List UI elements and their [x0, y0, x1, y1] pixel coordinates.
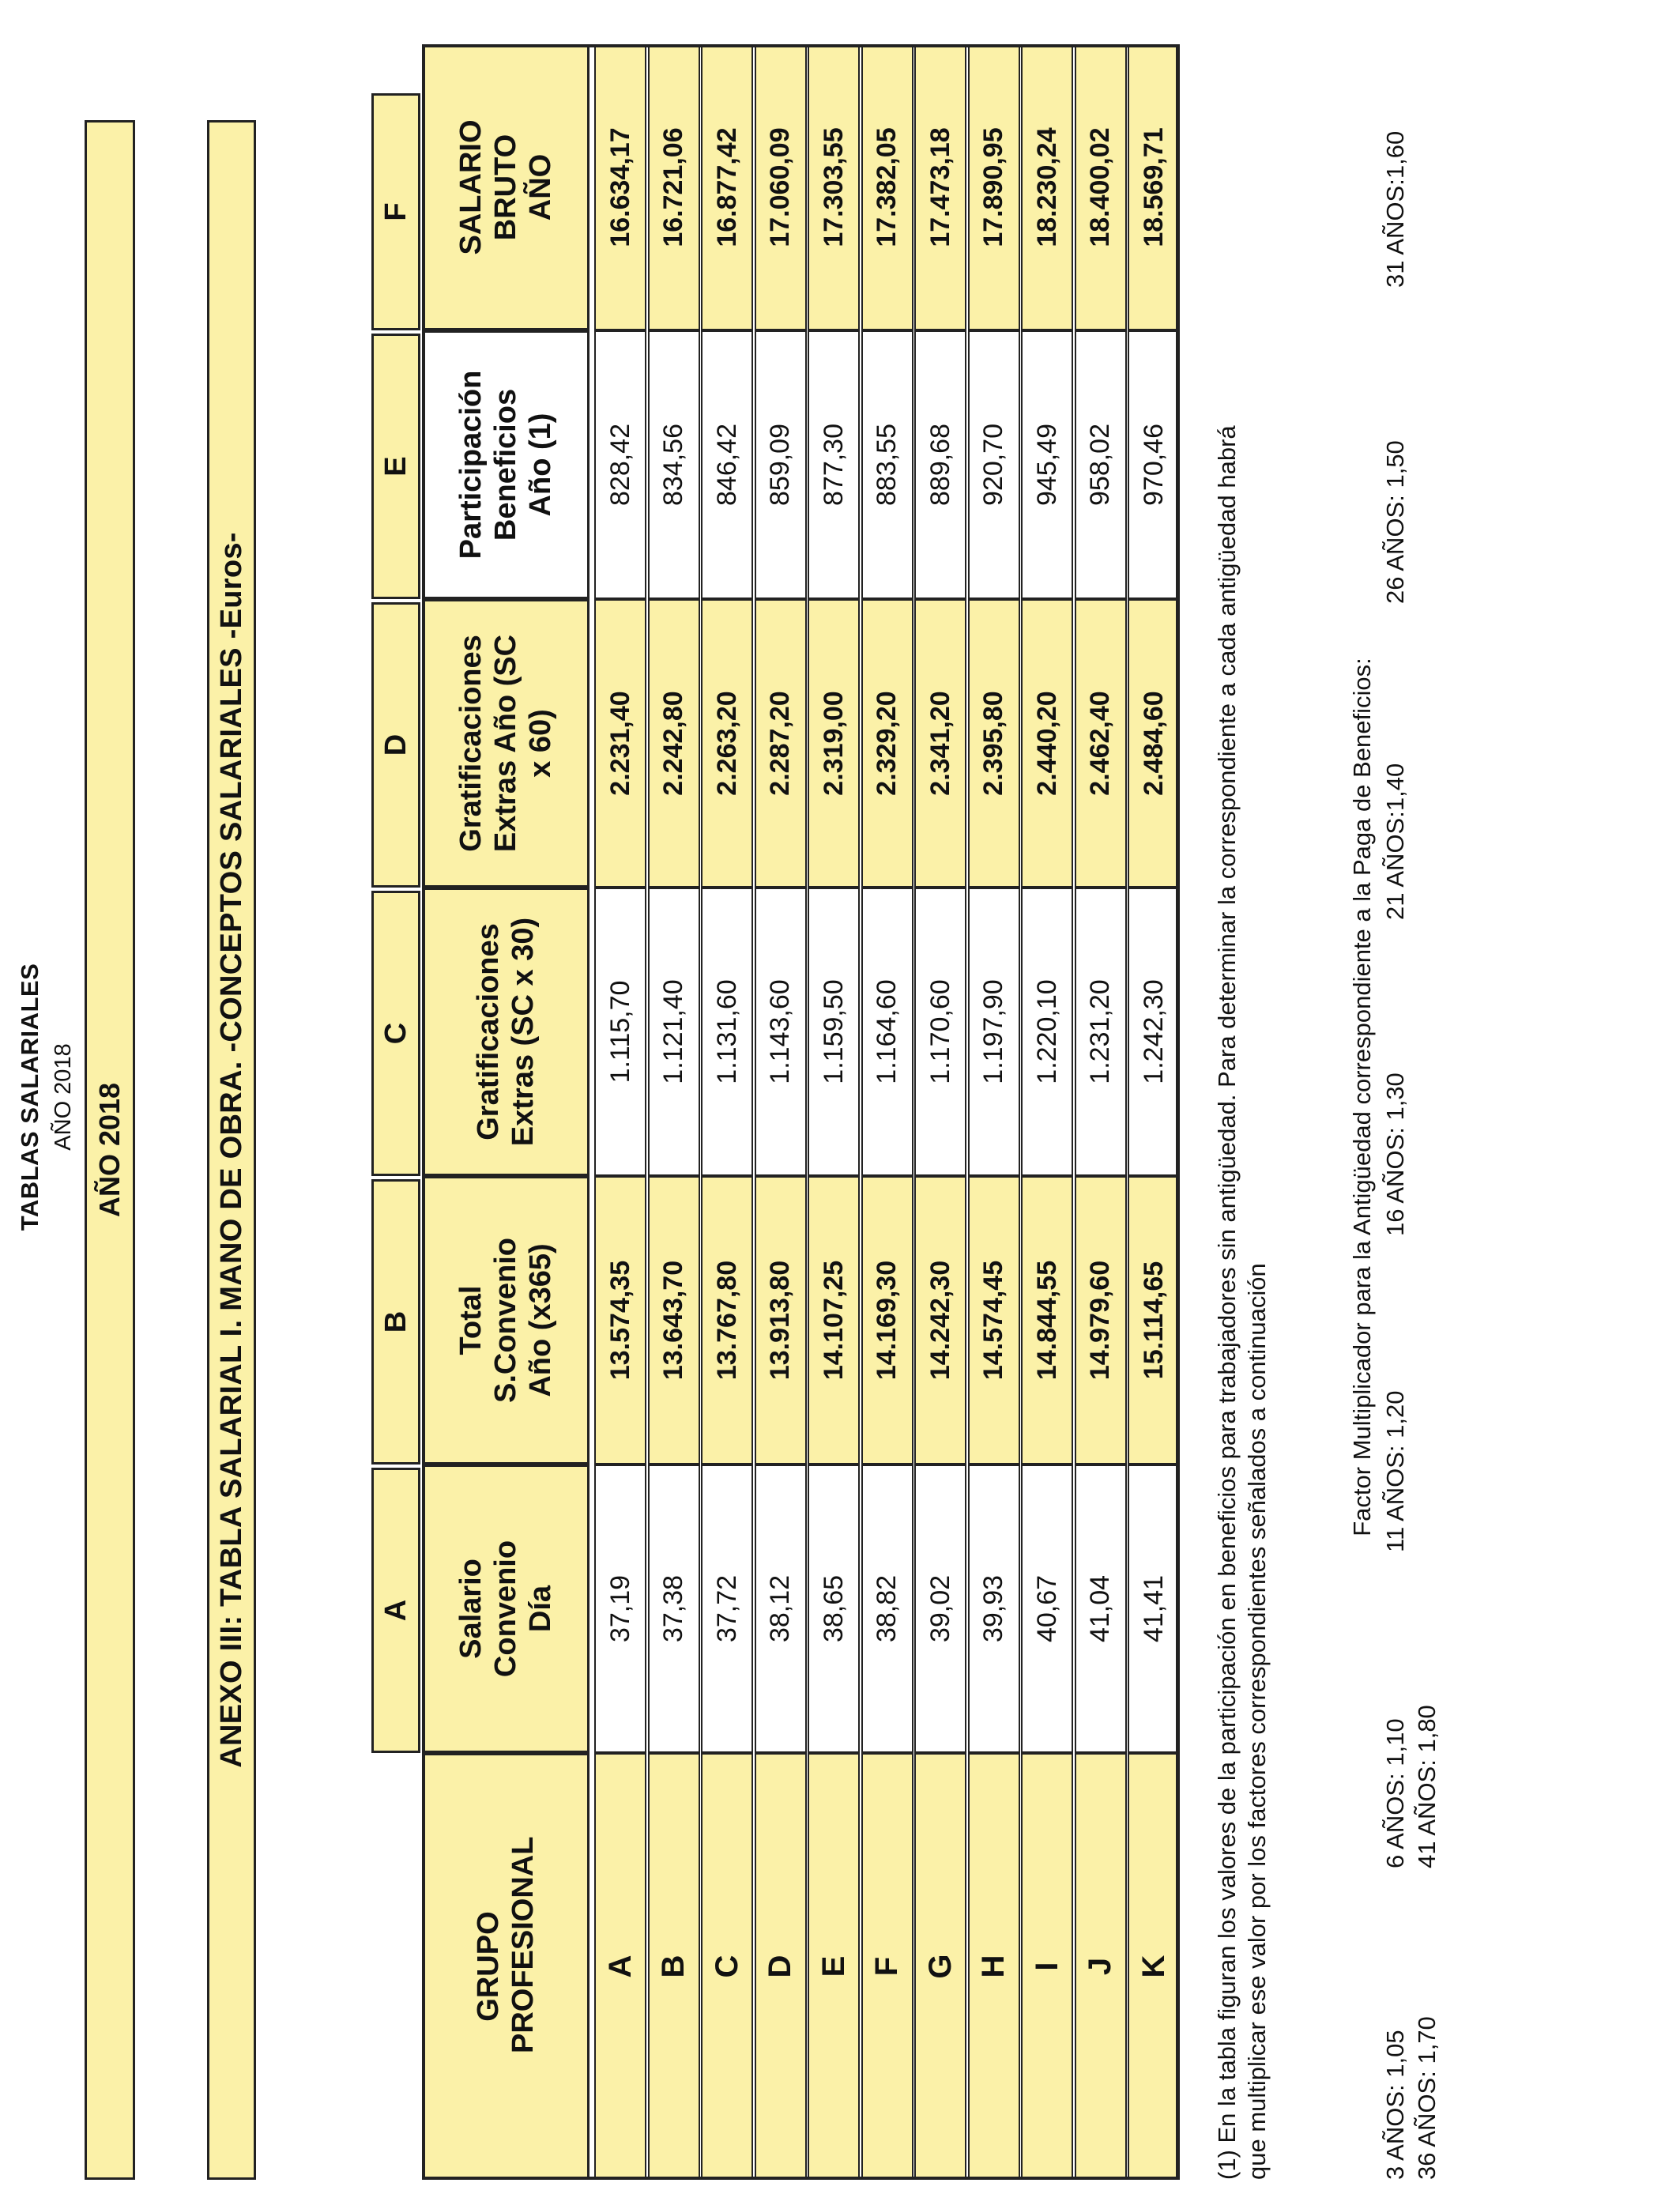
header-c-label: Gratificaciones Extras (SC x 30)	[472, 917, 540, 1147]
factor-item: 36 AÑOS: 1,70	[1413, 2016, 1441, 2180]
table-row	[1128, 44, 1180, 2180]
value-cell-d: 2.263,20	[701, 599, 753, 888]
grupo-cell: B	[648, 1753, 700, 2180]
value-cell-e: 920,70	[968, 330, 1020, 599]
table-row	[1021, 44, 1073, 2180]
document-subtitle: AÑO 2018	[51, 1043, 76, 1151]
value-cell-e: 945,49	[1021, 330, 1073, 599]
header-gratificaciones-extras-ano	[422, 599, 590, 888]
letter-a: A	[371, 1468, 420, 1753]
factor-title: Factor Multiplicador para la Antigüedad correspondiente a la Paga de Beneficios:	[1348, 658, 1376, 1536]
table-row	[808, 44, 860, 2180]
grupo-cell: H	[968, 1753, 1020, 2180]
letter-f: F	[371, 93, 420, 330]
value-cell-a: 41,04	[1075, 1465, 1127, 1753]
value-cell-c: 1.164,60	[861, 888, 913, 1176]
header-grupo-label: GRUPO PROFESIONAL	[472, 1836, 540, 2053]
value-cell-b: 14.107,25	[808, 1176, 860, 1465]
value-cell-a: 38,82	[861, 1465, 913, 1753]
header-salario-bruto-ano	[422, 44, 590, 330]
footnote	[1212, 46, 1272, 2180]
value-cell-f: 16.877,42	[701, 44, 753, 330]
value-cell-e: 834,56	[648, 330, 700, 599]
value-cell-d: 2.319,00	[808, 599, 860, 888]
grupo-cell: F	[861, 1753, 913, 2180]
value-cell-c: 1.170,60	[914, 888, 966, 1176]
table-row	[914, 44, 966, 2180]
footnote-line-2: que multiplicar ese valor por los factores correspondientes señalados a continuación	[1243, 1263, 1271, 2180]
value-cell-d: 2.231,40	[594, 599, 646, 888]
factor-item: 3 AÑOS: 1,05	[1381, 2030, 1409, 2180]
document-title: TABLAS SALARIALES	[16, 963, 43, 1231]
header-salario-convenio-dia	[422, 1465, 590, 1753]
header-grupo-profesional	[422, 1753, 590, 2180]
value-cell-f: 17.890,95	[968, 44, 1020, 330]
grupo-cell: K	[1128, 1753, 1180, 2180]
value-cell-f: 17.060,09	[755, 44, 807, 330]
value-cell-f: 17.473,18	[914, 44, 966, 330]
value-cell-b: 14.574,45	[968, 1176, 1020, 1465]
value-cell-c: 1.242,30	[1128, 888, 1180, 1176]
value-cell-b: 14.242,30	[914, 1176, 966, 1465]
value-cell-b: 13.767,80	[701, 1176, 753, 1465]
value-cell-a: 37,72	[701, 1465, 753, 1753]
value-cell-a: 38,65	[808, 1465, 860, 1753]
value-cell-b: 14.979,60	[1075, 1176, 1127, 1465]
value-cell-d: 2.329,20	[861, 599, 913, 888]
value-cell-c: 1.159,50	[808, 888, 860, 1176]
header-total-sconvenio-ano	[422, 1176, 590, 1465]
header-f-label: SALARIO BRUTO AÑO	[454, 119, 557, 255]
factor-item: 31 AÑOS:1,60	[1381, 130, 1409, 288]
value-cell-c: 1.115,70	[594, 888, 646, 1176]
table-row	[968, 44, 1020, 2180]
footnote-line-1: (1) En la tabla figuran los valores de la participación en beneficios para trabajadores sin antigüedad. Para determinar la correspondiente a cada antigüedad habrá	[1213, 425, 1241, 2180]
value-cell-e: 846,42	[701, 330, 753, 599]
header-d-label: Gratificaciones Extras Año (SC x 60)	[454, 634, 557, 853]
value-cell-d: 2.395,80	[968, 599, 1020, 888]
year-band	[85, 120, 135, 2180]
value-cell-a: 39,93	[968, 1465, 1020, 1753]
value-cell-f: 16.634,17	[594, 44, 646, 330]
value-cell-b: 13.643,70	[648, 1176, 700, 1465]
value-cell-c: 1.231,20	[1075, 888, 1127, 1176]
value-cell-e: 883,55	[861, 330, 913, 599]
value-cell-d: 2.462,40	[1075, 599, 1127, 888]
letter-e: E	[371, 334, 420, 599]
grupo-cell: C	[701, 1753, 753, 2180]
value-cell-e: 828,42	[594, 330, 646, 599]
value-cell-d: 2.484,60	[1128, 599, 1180, 888]
value-cell-b: 13.574,35	[594, 1176, 646, 1465]
grupo-cell: G	[914, 1753, 966, 2180]
value-cell-a: 37,19	[594, 1465, 646, 1753]
value-cell-d: 2.341,20	[914, 599, 966, 888]
table-row	[755, 44, 807, 2180]
value-cell-d: 2.287,20	[755, 599, 807, 888]
header-gratificaciones-extras	[422, 888, 590, 1176]
letter-c: C	[371, 891, 420, 1176]
factor-item: 26 AÑOS: 1,50	[1381, 440, 1409, 604]
table-row	[648, 44, 700, 2180]
table-row	[594, 44, 646, 2180]
value-cell-c: 1.197,90	[968, 888, 1020, 1176]
value-cell-a: 38,12	[755, 1465, 807, 1753]
value-cell-c: 1.143,60	[755, 888, 807, 1176]
factor-item: 11 AÑOS: 1,20	[1381, 1390, 1409, 1552]
header-participacion-beneficios	[422, 330, 590, 599]
factor-item: 21 AÑOS:1,40	[1381, 763, 1409, 920]
value-cell-e: 859,09	[755, 330, 807, 599]
factor-item: 41 AÑOS: 1,80	[1413, 1705, 1441, 1868]
header-a-label: Salario Convenio Día	[454, 1540, 557, 1678]
value-cell-a: 39,02	[914, 1465, 966, 1753]
value-cell-e: 970,46	[1128, 330, 1180, 599]
table-row	[701, 44, 753, 2180]
letter-d: D	[371, 602, 420, 888]
value-cell-c: 1.131,60	[701, 888, 753, 1176]
column-letter-row	[371, 44, 420, 1753]
table-row	[1075, 44, 1127, 2180]
header-e-label: Participación Beneficios Año (1)	[454, 370, 557, 560]
letter-b: B	[371, 1179, 420, 1465]
annex-title: ANEXO III: TABLA SALARIAL I. MANO DE OBRA. -CONCEPTOS SALARIALES -Euros-	[214, 532, 248, 1768]
value-cell-c: 1.121,40	[648, 888, 700, 1176]
value-cell-d: 2.242,80	[648, 599, 700, 888]
table-row	[861, 44, 913, 2180]
value-cell-f: 17.303,55	[808, 44, 860, 330]
value-cell-e: 958,02	[1075, 330, 1127, 599]
value-cell-f: 17.382,05	[861, 44, 913, 330]
year-band-label: AÑO 2018	[93, 1082, 126, 1218]
value-cell-a: 41,41	[1128, 1465, 1180, 1753]
value-cell-b: 14.844,55	[1021, 1176, 1073, 1465]
value-cell-f: 18.400,02	[1075, 44, 1127, 330]
value-cell-b: 13.913,80	[755, 1176, 807, 1465]
value-cell-e: 877,30	[808, 330, 860, 599]
value-cell-f: 18.230,24	[1021, 44, 1073, 330]
grupo-cell: I	[1021, 1753, 1073, 2180]
value-cell-a: 37,38	[648, 1465, 700, 1753]
value-cell-b: 14.169,30	[861, 1176, 913, 1465]
value-cell-f: 18.569,71	[1128, 44, 1180, 330]
factor-item: 6 AÑOS: 1,10	[1381, 1718, 1409, 1868]
grupo-cell: A	[594, 1753, 646, 2180]
factor-item: 16 AÑOS: 1,30	[1381, 1072, 1409, 1236]
grupo-cell: J	[1075, 1753, 1127, 2180]
value-cell-b: 15.114,65	[1128, 1176, 1180, 1465]
grupo-cell: E	[808, 1753, 860, 2180]
value-cell-e: 889,68	[914, 330, 966, 599]
value-cell-f: 16.721,06	[648, 44, 700, 330]
value-cell-c: 1.220,10	[1021, 888, 1073, 1176]
salary-table	[422, 44, 1181, 2180]
value-cell-d: 2.440,20	[1021, 599, 1073, 888]
header-b-label: Total S.Convenio Año (x365)	[454, 1237, 557, 1404]
annex-title-band	[207, 120, 256, 2180]
grupo-cell: D	[755, 1753, 807, 2180]
value-cell-a: 40,67	[1021, 1465, 1073, 1753]
